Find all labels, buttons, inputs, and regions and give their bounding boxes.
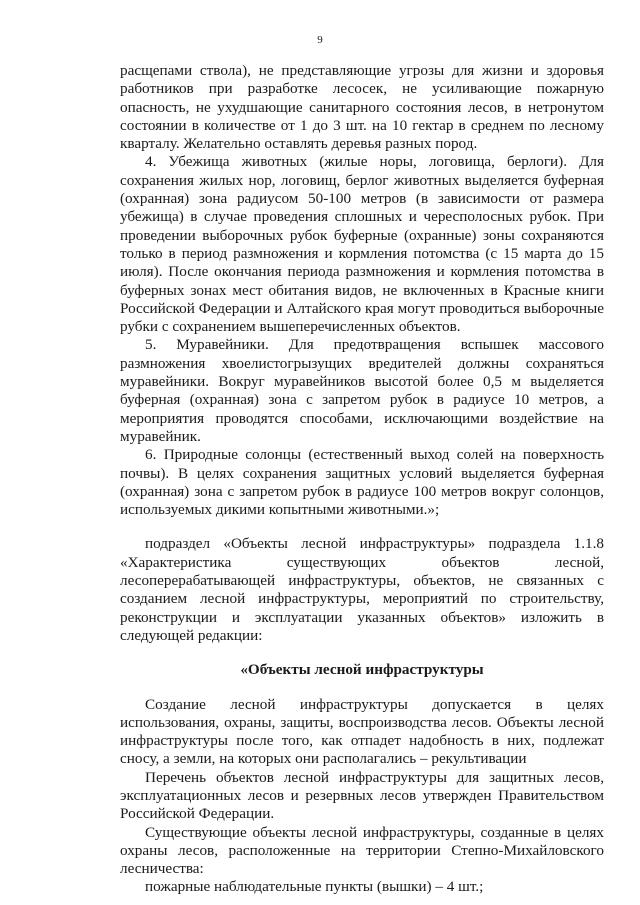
paragraph-salt-licks: 6. Природные солонцы (естественный выход солей на поверхность почвы). В целях сохранения защитных условий выделяется буферная (охранная) зона с запретом рубок в радиусе 100 метров вокруг солонцов, используемых дикими копытными животными.»; [120, 446, 604, 519]
paragraph-animal-shelters: 4. Убежища животных (жилые норы, логовища, берлоги). Для сохранения жилых нор, логовищ, берлог животных выделяется буферная (охранная) зона радиусом 50-100 метров (в зависимости от размера убежища) в случае проведения сплошных и чересполосных рубок. При проведении выборочных рубок буферные (охранные) зоны сохраняются только в период размножения и кормления потомства (с 15 марта до 15 июля). После окончания периода размножения и кормления потомства в буферных зонах мест обитания видов, не включенных в Красные книги Российской Федерации и Алтайского края могут проводиться выборочные рубки с сохранением вышеперечисленных объектов. [120, 153, 604, 336]
paragraph-infrastructure-list: Перечень объектов лесной инфраструктуры для защитных лесов, эксплуатационных лесов и резервных лесов утвержден Правительством Российской Федерации. [120, 768, 604, 823]
section-heading: «Объекты лесной инфраструктуры [240, 661, 484, 679]
document-body [120, 62, 604, 897]
spacer [120, 680, 604, 696]
paragraph-existing-objects: Существующие объекты лесной инфраструктуры, созданные в целях охраны лесов, расположенные на территории Степно-Михайловского лесничества: [120, 823, 604, 878]
paragraph-subsection-amendment: подраздел «Объекты лесной инфраструктуры» подраздела 1.1.8 «Характеристика существующих объектов лесной, лесоперерабатывающей инфраструктуры, объектов, не связанных с созданием лесной инфраструктуры, мероприятий по строительству, реконструкции и эксплуатации указанных объектов» изложить в следующей редакции: [120, 535, 604, 644]
paragraph-fire-towers: пожарные наблюдательные пункты (вышки) – 4 шт.; [145, 878, 484, 896]
paragraph-infrastructure-creation: Создание лесной инфраструктуры допускается в целях использования, охраны, защиты, воспроизводства лесов. Объекты лесной инфраструктуры после того, как отпадет надобность в них, подлежат сносу, а земли, на которых они располагались – рекультивации [120, 695, 604, 768]
paragraph-trees-continuation: расщепами ствола), не представляющие угрозы для жизни и здоровья работников при разработке лесосек, не усиливающие пожарную опасность, не ухудшающие санитарного состояния лесов, в нетронутом состоянии в количестве от 1 до 3 шт. на 10 гектар в среднем по лесному кварталу. Желательно оставлять деревья разных пород. [120, 62, 604, 153]
page-number: 9 [317, 34, 323, 46]
paragraph-anthills: 5. Муравейники. Для предотвращения вспышек массового размножения хвоелистогрызущих вредителей должны сохраняться муравейники. Вокруг муравейников высотой более 0,5 м выделяется буферная (охранная) зона с запретом рубок в радиусе 10 метров, а мероприятия проводятся способами, исключающими воздействие на муравейник. [120, 336, 604, 445]
spacer [120, 645, 604, 661]
spacer [120, 519, 604, 535]
